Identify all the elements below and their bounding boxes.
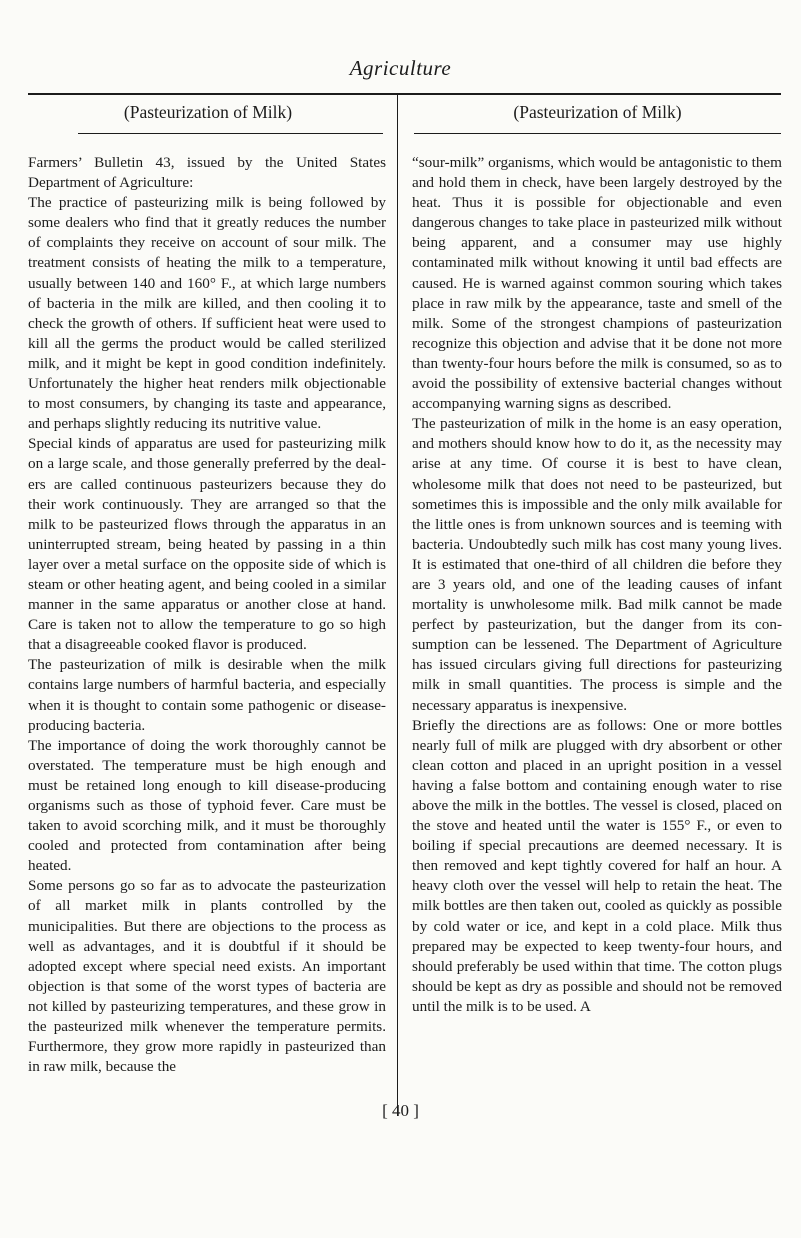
left-column <box>28 153 386 1077</box>
paragraph: Farmers’ Bulletin 43, issued by the United States Department of Agriculture: <box>28 154 386 192</box>
paragraph: Special kinds of apparatus are used for pasteurizing milk on a large scale, and those generally preferred by the dealers are called continuous pasteurizers because they do their work continuously. They are arranged so that the milk to be pasteurized flows through the apparatus in an uninterrupted stream, being heated by passing in a thin layer over a metal surface on the opposite side of which is steam or other heating agent, and being cooled in a similar manner in the same apparatus or another close at hand. Care is taken not to allow the temperature to go so high that a disagreeable cooked flavor is produced. <box>28 435 386 654</box>
running-head: Agriculture <box>349 56 452 80</box>
paragraph: The pasteurization of milk in the home is an easy operation, and mothers should know how to do it, as the necessity may arise at any time. Of course it is best to have clean, wholesome milk that does not need to be pasteurized, but sometimes this is impossible and the only milk available for the little ones is from unknown sources and is teeming with bacteria. Undoubtedly such milk has cost many young lives. It is estimated that one-third of all children die before they are 3 years old, and one of the leading causes of infant mortality is unwholesome milk. Bad milk cannot be made perfect by pasteurization, but the danger from its consumption can be lessened. The Department of Agriculture has issued circulars giving full directions for pasteurizing milk in small quantities. The process is simple and the necessary apparatus is inexpensive. <box>412 415 782 714</box>
paragraph: Briefly the directions are as follows: One or more bottles nearly full of milk are plugged with dry absorbent or other clean cotton and placed in an upright position in a vessel having a false bottom and containing enough water to rise above the milk in the bottles. The vessel is closed, placed on the stove and heated until the water is 155° F., or even to boiling if special precautions are deemed necessary. It is then removed and kept tightly covered for half an hour. A heavy cloth over the vessel will help to retain the heat. The milk bottles are then taken out, cooled as quickly as possible by cold water or ice, and kept in a cold place. Milk thus prepared may be expected to keep twenty-four hours, and should preferably be used within that time. The cotton plugs should be kept as dry as possible and should not be removed until the milk is to be used. A <box>412 716 782 1015</box>
left-heading-rule <box>78 133 383 134</box>
paragraph: The importance of doing the work thoroughly cannot be overstated. The temperature must be high enough and must be retained long enough to kill disease-producing organisms such as those of typhoid fever. Care must be taken to avoid scorching milk, and it must be thoroughly cooled and protected from contamination after being heated. <box>28 736 386 875</box>
paragraph: Some persons go so far as to advocate the pasteurization of all market milk in plants controlled by the municipalities. But there are objections to the process as well as advantages, and it is doubtful if it should be adopted except where special need exists. An important objection is that some of the worst types of bacteria are not killed by pasteurizing temperatures, and these grow in the pasteurized milk whenever the temperature permits. Furthermore, they grow more rapidly in pasteurized than in raw milk, because the <box>28 877 386 1076</box>
right-heading-rule <box>414 133 781 134</box>
right-column-heading: (Pasteurization of Milk) <box>513 102 682 122</box>
top-rule <box>28 93 781 95</box>
paragraph: The practice of pasteurizing milk is being followed by some dealers who find that it greatly reduces the number of complaints they receive on account of sour milk. The treatment consists of heating the milk to a temperature, usually between 140 and 160° F., at which large numbers of bacteria in the milk are killed, and then cooling it to check the growth of others. If sufficient heat were used to kill all the germs the product would be called sterilized milk, and it might be kept in good condition indefinitely. Unfortunately the higher heat renders milk objectionable to most consumers, by changing its taste and appearance, and perhaps slightly reducing its nutritive value. <box>28 194 386 433</box>
left-column-heading: (Pasteurization of Milk) <box>123 102 293 122</box>
paragraph: “sour-milk” organisms, which would be antagonistic to them and hold them in check, have been largely destroyed by the heat. Thus it is possible for objectionable and even dangerous changes to take place in pasteurized milk without being apparent, and a consumer may use highly contaminated milk without knowing it until bad effects are caused. He is warned against common souring which takes place in raw milk by the appearance, taste and smell of the milk. Some of the strongest champions of pasteurization recognize this objection and advise that it be done not more than twenty-four hours before the milk is consumed, so as to avoid the possibility of extensive bacterial changes without accompanying warning signs as described. <box>412 154 782 413</box>
right-column <box>412 153 782 1017</box>
column-divider <box>397 95 398 1116</box>
paragraph: The pasteurization of milk is desirable when the milk contains large numbers of harmful bacteria, and especially when it is thought to contain some pathogenic or disease-producing bacteria. <box>28 656 386 734</box>
page-number: [ 40 ] <box>382 1101 419 1120</box>
